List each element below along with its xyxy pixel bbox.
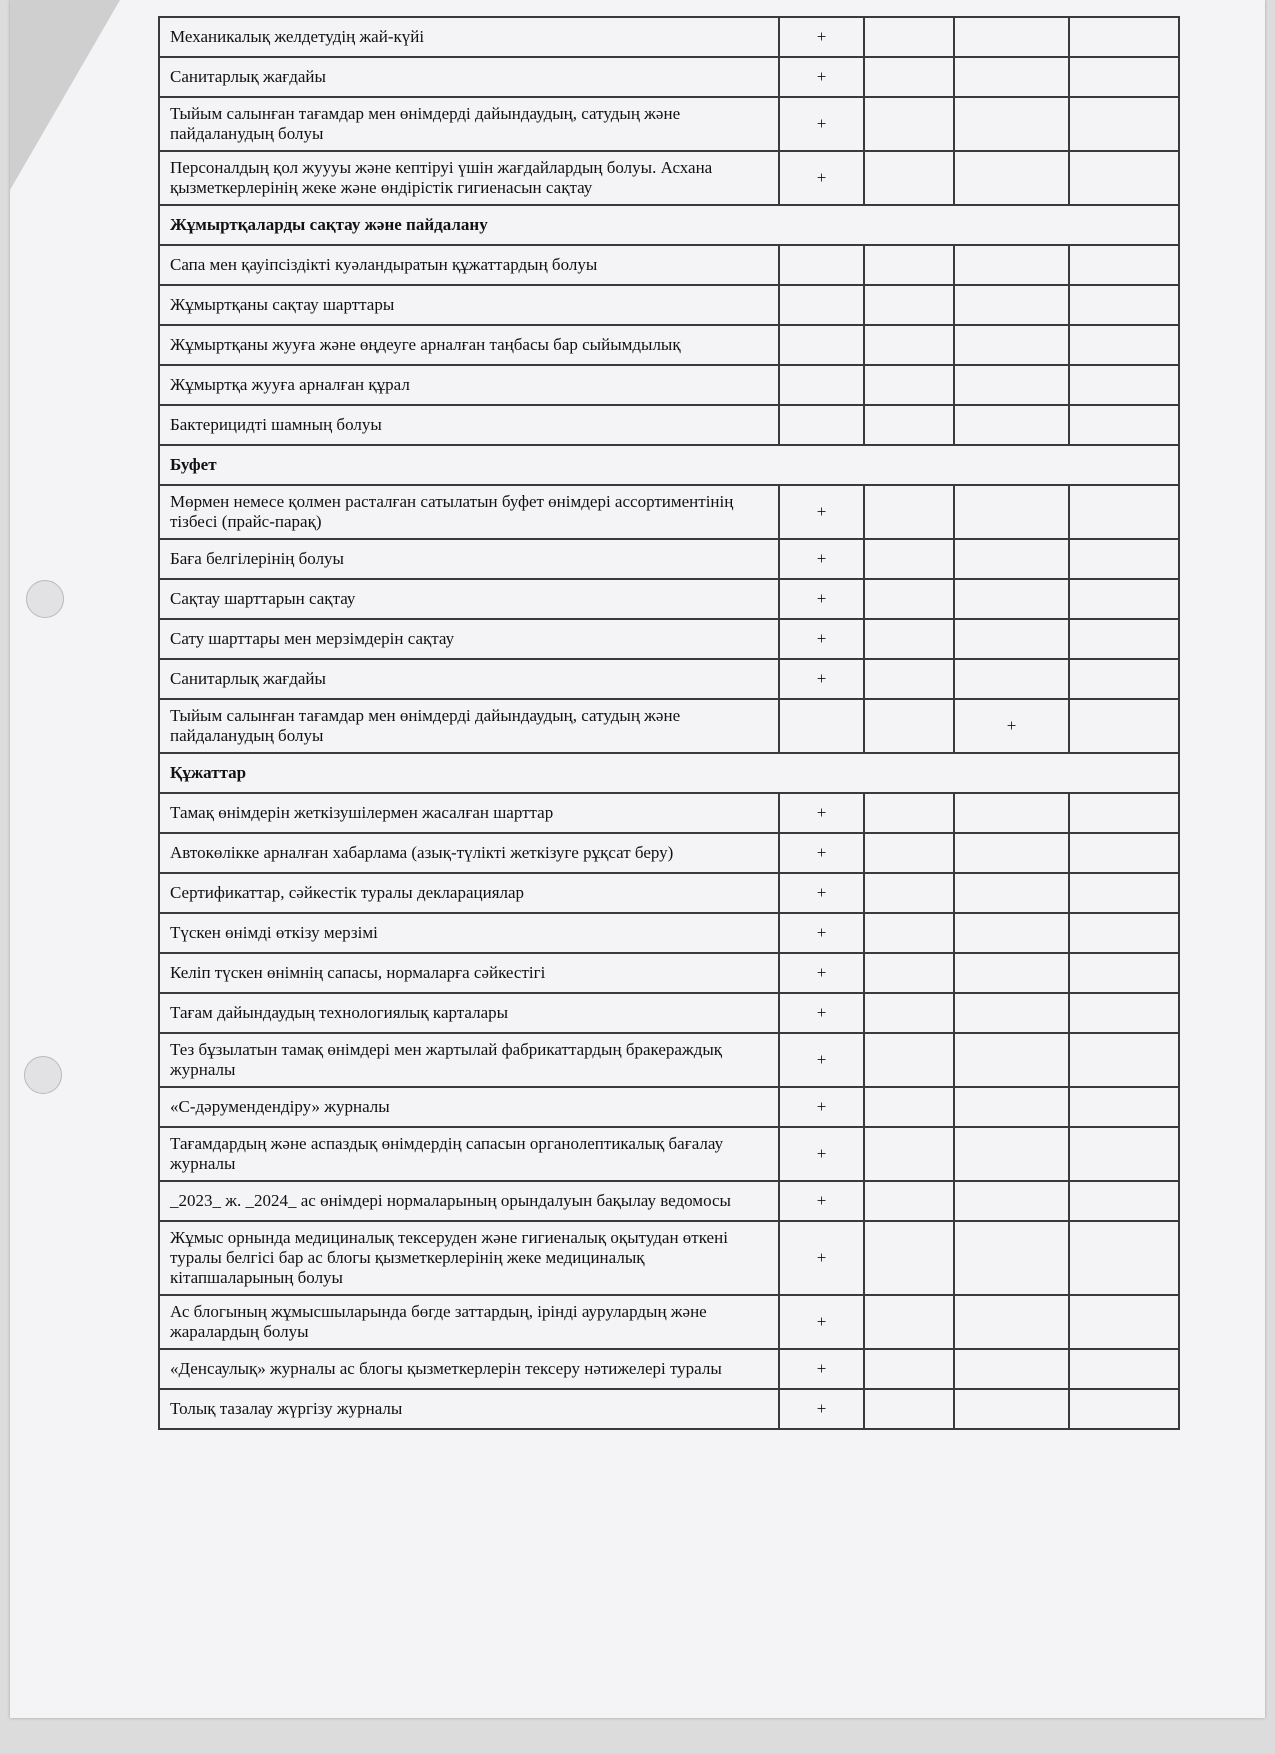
mark-cell-3	[954, 245, 1069, 285]
mark-cell-3	[954, 57, 1069, 97]
table-row	[159, 1087, 1179, 1127]
mark-cell-2	[864, 485, 954, 539]
table-row	[159, 1349, 1179, 1389]
mark-cell-1: +	[779, 1087, 864, 1127]
punch-hole-top	[26, 580, 64, 618]
mark-cell-3	[954, 1389, 1069, 1429]
mark-cell-1: +	[779, 97, 864, 151]
table-row	[159, 953, 1179, 993]
mark-cell-1: +	[779, 873, 864, 913]
mark-cell-2	[864, 873, 954, 913]
table-row	[159, 539, 1179, 579]
mark-cell-2	[864, 1221, 954, 1295]
criterion-text: Тағамдардың және аспаздық өнімдердің сапасын органолептикалық бағалау журналы	[159, 1127, 779, 1181]
empty-cell	[1069, 245, 1179, 285]
mark-cell-2	[864, 97, 954, 151]
criterion-text: Персоналдың қол жуууы және кептіруі үшін жағдайлардың болуы. Асхана қызметкерлерінің жеке және өндірістік гигиенасын сақтау	[159, 151, 779, 205]
empty-cell	[1069, 1295, 1179, 1349]
section-title: Құжаттар	[159, 753, 1179, 793]
empty-cell	[1069, 1221, 1179, 1295]
mark-cell-3	[954, 539, 1069, 579]
table-row	[159, 993, 1179, 1033]
empty-cell	[1069, 913, 1179, 953]
criterion-text: Санитарлық жағдайы	[159, 659, 779, 699]
mark-cell-3	[954, 17, 1069, 57]
table-row	[159, 285, 1179, 325]
criterion-text: Тағам дайындаудың технологиялық карталары	[159, 993, 779, 1033]
mark-cell-1: +	[779, 619, 864, 659]
criterion-text: Мөрмен немесе қолмен расталған сатылатын буфет өнімдері ассортиментінің тізбесі (прайс-парақ)	[159, 485, 779, 539]
mark-cell-2	[864, 405, 954, 445]
mark-cell-3	[954, 285, 1069, 325]
table-row	[159, 579, 1179, 619]
table-row	[159, 873, 1179, 913]
mark-cell-2	[864, 57, 954, 97]
mark-cell-1: +	[779, 17, 864, 57]
criterion-text: Тыйым салынған тағамдар мен өнімдерді дайындаудың, сатудың және пайдаланудың болуы	[159, 97, 779, 151]
mark-cell-3	[954, 1033, 1069, 1087]
checklist-body	[159, 17, 1179, 1429]
mark-cell-2	[864, 699, 954, 753]
mark-cell-2	[864, 1033, 954, 1087]
table-row	[159, 1389, 1179, 1429]
table-row	[159, 405, 1179, 445]
criterion-text: Тез бұзылатын тамақ өнімдері мен жартылай фабрикаттардың бракераждық журналы	[159, 1033, 779, 1087]
table-row	[159, 699, 1179, 753]
mark-cell-1	[779, 699, 864, 753]
mark-cell-3	[954, 913, 1069, 953]
punch-hole-bottom	[24, 1056, 62, 1094]
table-row	[159, 1221, 1179, 1295]
empty-cell	[1069, 1349, 1179, 1389]
table-row	[159, 1127, 1179, 1181]
mark-cell-3	[954, 579, 1069, 619]
mark-cell-2	[864, 1127, 954, 1181]
table-row	[159, 1181, 1179, 1221]
criterion-text: Жұмыртқаны сақтау шарттары	[159, 285, 779, 325]
mark-cell-2	[864, 953, 954, 993]
criterion-text: Толық тазалау жүргізу журналы	[159, 1389, 779, 1429]
mark-cell-3	[954, 485, 1069, 539]
mark-cell-3	[954, 833, 1069, 873]
table-row	[159, 17, 1179, 57]
empty-cell	[1069, 17, 1179, 57]
mark-cell-1: +	[779, 579, 864, 619]
mark-cell-1: +	[779, 1033, 864, 1087]
table-row	[159, 325, 1179, 365]
empty-cell	[1069, 659, 1179, 699]
criterion-text: «Денсаулық» журналы ас блогы қызметкерлерін тексеру нәтижелері туралы	[159, 1349, 779, 1389]
table-row	[159, 619, 1179, 659]
criterion-text: Механикалық желдетудің жай-күйі	[159, 17, 779, 57]
mark-cell-1	[779, 405, 864, 445]
mark-cell-3	[954, 1221, 1069, 1295]
empty-cell	[1069, 1127, 1179, 1181]
criterion-text: Тыйым салынған тағамдар мен өнімдерді дайындаудың, сатудың және пайдаланудың болуы	[159, 699, 779, 753]
mark-cell-2	[864, 793, 954, 833]
mark-cell-2	[864, 325, 954, 365]
mark-cell-1: +	[779, 1221, 864, 1295]
mark-cell-2	[864, 1181, 954, 1221]
empty-cell	[1069, 1033, 1179, 1087]
mark-cell-3	[954, 151, 1069, 205]
mark-cell-1: +	[779, 1349, 864, 1389]
criterion-text: Сату шарттары мен мерзімдерін сақтау	[159, 619, 779, 659]
table-row	[159, 485, 1179, 539]
mark-cell-2	[864, 539, 954, 579]
mark-cell-1: +	[779, 793, 864, 833]
mark-cell-3	[954, 953, 1069, 993]
mark-cell-2	[864, 1087, 954, 1127]
section-header-row	[159, 205, 1179, 245]
table-row	[159, 365, 1179, 405]
criterion-text: Автокөлікке арналған хабарлама (азық-түлікті жеткізуге рұқсат беру)	[159, 833, 779, 873]
mark-cell-1: +	[779, 539, 864, 579]
mark-cell-1	[779, 285, 864, 325]
empty-cell	[1069, 485, 1179, 539]
mark-cell-1	[779, 365, 864, 405]
criterion-text: Баға белгілерінің болуы	[159, 539, 779, 579]
empty-cell	[1069, 151, 1179, 205]
criterion-text: Бактерицидті шамның болуы	[159, 405, 779, 445]
criterion-text: «С-дәрумендендіру» журналы	[159, 1087, 779, 1127]
mark-cell-2	[864, 659, 954, 699]
criterion-text: Түскен өнімді өткізу мерзімі	[159, 913, 779, 953]
mark-cell-1: +	[779, 993, 864, 1033]
mark-cell-3	[954, 873, 1069, 913]
table-row	[159, 793, 1179, 833]
mark-cell-3: +	[954, 699, 1069, 753]
table-row	[159, 913, 1179, 953]
mark-cell-1: +	[779, 485, 864, 539]
mark-cell-3	[954, 1349, 1069, 1389]
table-row	[159, 57, 1179, 97]
empty-cell	[1069, 579, 1179, 619]
mark-cell-3	[954, 993, 1069, 1033]
folded-corner	[10, 0, 120, 190]
mark-cell-3	[954, 325, 1069, 365]
mark-cell-3	[954, 1127, 1069, 1181]
empty-cell	[1069, 833, 1179, 873]
mark-cell-1: +	[779, 1295, 864, 1349]
mark-cell-1: +	[779, 833, 864, 873]
criterion-text: Жұмыртқа жууға арналған құрал	[159, 365, 779, 405]
mark-cell-3	[954, 1181, 1069, 1221]
empty-cell	[1069, 539, 1179, 579]
mark-cell-2	[864, 245, 954, 285]
empty-cell	[1069, 97, 1179, 151]
mark-cell-3	[954, 1295, 1069, 1349]
table-row	[159, 245, 1179, 285]
table-row	[159, 97, 1179, 151]
mark-cell-3	[954, 365, 1069, 405]
document-page	[10, 0, 1265, 1718]
empty-cell	[1069, 1087, 1179, 1127]
mark-cell-2	[864, 993, 954, 1033]
mark-cell-2	[864, 1295, 954, 1349]
checklist-table	[158, 16, 1180, 1430]
table-row	[159, 659, 1179, 699]
empty-cell	[1069, 993, 1179, 1033]
empty-cell	[1069, 285, 1179, 325]
section-title: Жұмыртқаларды сақтау және пайдалану	[159, 205, 1179, 245]
mark-cell-3	[954, 405, 1069, 445]
empty-cell	[1069, 365, 1179, 405]
mark-cell-2	[864, 365, 954, 405]
mark-cell-1: +	[779, 151, 864, 205]
empty-cell	[1069, 1389, 1179, 1429]
mark-cell-2	[864, 1389, 954, 1429]
mark-cell-2	[864, 579, 954, 619]
empty-cell	[1069, 699, 1179, 753]
mark-cell-2	[864, 1349, 954, 1389]
mark-cell-1: +	[779, 953, 864, 993]
mark-cell-1	[779, 245, 864, 285]
mark-cell-2	[864, 913, 954, 953]
criterion-text: Ас блогының жұмысшыларында бөгде заттардың, ірінді аурулардың және жаралардың болуы	[159, 1295, 779, 1349]
empty-cell	[1069, 619, 1179, 659]
mark-cell-1: +	[779, 1181, 864, 1221]
mark-cell-3	[954, 1087, 1069, 1127]
criterion-text: Жұмыс орнында медициналық тексеруден және гигиеналық оқытудан өткені туралы белгісі бар ас блогы қызметкерлерінің жеке медициналық кітапшаларының болуы	[159, 1221, 779, 1295]
table-row	[159, 833, 1179, 873]
mark-cell-2	[864, 151, 954, 205]
mark-cell-1	[779, 325, 864, 365]
table-row	[159, 151, 1179, 205]
criterion-text: Келіп түскен өнімнің сапасы, нормаларға сәйкестігі	[159, 953, 779, 993]
empty-cell	[1069, 793, 1179, 833]
mark-cell-1: +	[779, 1127, 864, 1181]
criterion-text: Санитарлық жағдайы	[159, 57, 779, 97]
section-header-row	[159, 445, 1179, 485]
criterion-text: Сақтау шарттарын сақтау	[159, 579, 779, 619]
mark-cell-3	[954, 793, 1069, 833]
empty-cell	[1069, 953, 1179, 993]
section-header-row	[159, 753, 1179, 793]
empty-cell	[1069, 57, 1179, 97]
mark-cell-3	[954, 97, 1069, 151]
mark-cell-2	[864, 17, 954, 57]
criterion-text: _2023_ ж. _2024_ ас өнімдері нормаларының орындалуын бақылау ведомосы	[159, 1181, 779, 1221]
criterion-text: Сертификаттар, сәйкестік туралы декларациялар	[159, 873, 779, 913]
criterion-text: Тамақ өнімдерін жеткізушілермен жасалған шарттар	[159, 793, 779, 833]
mark-cell-1: +	[779, 57, 864, 97]
section-title: Буфет	[159, 445, 1179, 485]
empty-cell	[1069, 1181, 1179, 1221]
table-row	[159, 1295, 1179, 1349]
mark-cell-1: +	[779, 1389, 864, 1429]
mark-cell-1: +	[779, 913, 864, 953]
mark-cell-2	[864, 619, 954, 659]
table-row	[159, 1033, 1179, 1087]
empty-cell	[1069, 325, 1179, 365]
empty-cell	[1069, 405, 1179, 445]
mark-cell-2	[864, 833, 954, 873]
mark-cell-2	[864, 285, 954, 325]
mark-cell-1: +	[779, 659, 864, 699]
mark-cell-3	[954, 659, 1069, 699]
criterion-text: Жұмыртқаны жууға және өңдеуге арналған таңбасы бар сыйымдылық	[159, 325, 779, 365]
mark-cell-3	[954, 619, 1069, 659]
empty-cell	[1069, 873, 1179, 913]
criterion-text: Сапа мен қауіпсіздікті куәландыратын құжаттардың болуы	[159, 245, 779, 285]
